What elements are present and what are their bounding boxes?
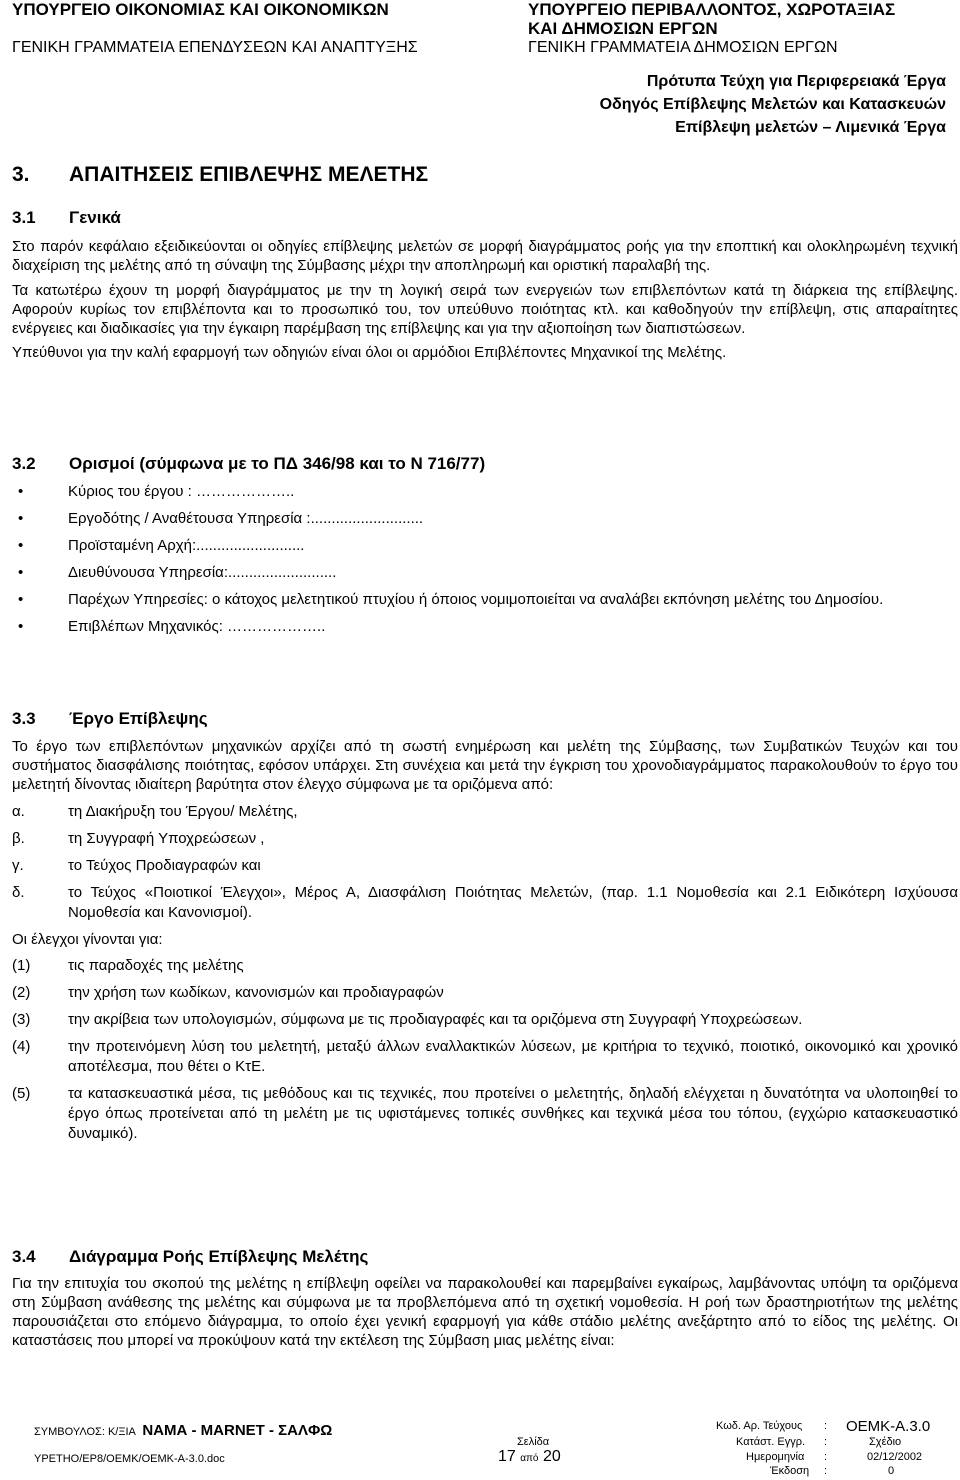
list-item [12, 1010, 958, 1030]
subsection-title: Ορισμοί (σύμφωνα με το ΠΔ 346/98 και το Ν 716/77) [69, 454, 486, 473]
footer-colon: : [824, 1451, 828, 1463]
section-title: ΑΠΑΙΤΗΣΕΙΣ ΕΠΙΒΛΕΨΗΣ ΜΕΛΕΤΗΣ [69, 163, 429, 186]
list-text: τις παραδοχές της μελέτης [68, 957, 244, 974]
footer-colon: : [824, 1420, 828, 1432]
section-3-3 [12, 709, 958, 1151]
list-label: β. [12, 830, 25, 847]
list-text: την ακρίβεια των υπολογισμών, σύμφωνα με τις προδιαγραφές και τα οριζόμενα στη Συγγραφή Υποχρεώσεων. [68, 1011, 803, 1028]
subsection-title: Διάγραμμα Ροής Επίβλεψης Μελέτης [69, 1247, 369, 1266]
paragraph: Για την επιτυχία του σκοπού της μελέτης η επίβλεψη οφείλει να παρακολουθεί και παρεμβαίνει εγκαίρως, λαμβάνοντας υπόψη τα οριζόμενα στη Σύμβαση ανάθεσης της μελέτης και σύμφωνα με τα προβλεπόμενα από τη σχετική νομοθεσία. Η ροή των δραστηριοτήτων της μελέτης παρουσιάζεται στο επόμενο διάγραμμα, το οποίο έχει γενική εφαρμογή για κάθε στάδιο μελέτης ανεξάρτητο από το είδος της μελέτης. Οι καταστάσεις που μπορεί να προκύψουν κατά την εκτέλεση της Σύμβαση μιας μελέτης είναι: [12, 1275, 958, 1349]
footer-advisor-name: ΝΑΜΑ - ΜΑRΝΕΤ - ΣΑΛΦΩ [142, 1422, 333, 1439]
header-doc-line-2: Οδηγός Επίβλεψης Μελετών και Κατασκευών [599, 96, 946, 113]
paragraph: Το έργο των επιβλεπόντων μηχανικών αρχίζει από τη σωστή ενημέρωση και μελέτη της Σύμβασης, των Συμβατικών Τευχών και του συστήματος διασφάλισης ποιότητας, εφόσον υπάρχει. Στη συνέχεια και μετά την έγκριση του χρονοδιαγράμματος παρακολουθούν το έργο του μελετητή δίνοντας ιδιαίτερη βαρύτητα στον έλεγχο σύμφωνα με τα οριζόμενα από: [12, 738, 958, 793]
list-item [12, 829, 958, 849]
footer-status-label: Κατάστ. Εγγρ. [736, 1436, 806, 1448]
footer-code-value: ΟΕΜΚ-Α.3.0 [846, 1418, 931, 1435]
list-label: δ. [12, 884, 25, 901]
list-label: (2) [12, 984, 31, 1001]
header-secretariat-right: ΓΕΝΙΚΗ ΓΡΑΜΜΑΤΕΙΑ ΔΗΜΟΣΙΩΝ ΕΡΓΩΝ [528, 39, 838, 56]
subsection-number: 3.2 [12, 454, 36, 473]
list-item: • Παρέχων Υπηρεσίες: ο κάτοχος μελετητικού πτυχίου ή όποιος νομιμοποιείται να αναλάβει εκπόνηση μελέτης του Δημοσίου. [12, 590, 958, 610]
header-ministry-right-1: ΥΠΟΥΡΓΕΙΟ ΠΕΡΙΒΑΛΛΟΝΤΟΣ, ΧΩΡΟΤΑΞΙΑΣ [528, 0, 896, 19]
footer-colon: : [824, 1436, 828, 1448]
list-item [12, 1037, 958, 1077]
footer-file-path: ΥΡΕΤΗΟ/ΕΡ8/ΟΕΜΚ/ΟΕΜΚ-Α-3.0.doc [34, 1453, 225, 1465]
section-3-2 [12, 454, 958, 644]
list-item: • Επιβλέπων Μηχανικός: ……………….. [12, 617, 958, 637]
subsection-number: 3.4 [12, 1247, 36, 1266]
section-3-1 [12, 208, 958, 362]
footer-page-number [498, 1448, 561, 1466]
list-label: γ. [12, 857, 24, 874]
list-text: το Τεύχος «Ποιοτικοί Έλεγχοι», Μέρος Α, Διασφάλιση Ποιότητας Μελετών, (παρ. 1.1 Νομοθεσία και 2.1 Ειδικότερη Ισχύουσα Νομοθεσία και Κανονισμοί). [68, 884, 958, 921]
list-item [12, 802, 958, 822]
header-doc-line-1: Πρότυπα Τεύχη για Περιφερειακά Έργα [646, 73, 946, 90]
list-text: την προτεινόμενη λύση του μελετητή, μεταξύ άλλων εναλλακτικών λύσεων, με κριτήρια το τεχνικό, ποιοτικό, οικονομικό και χρονικό αποτέλεσμα, που θέτει ο ΚτΕ. [68, 1038, 958, 1075]
list-item [12, 883, 958, 923]
list-label: (4) [12, 1038, 31, 1055]
footer-date-label: Ημερομηνία [746, 1451, 805, 1463]
header-ministry-left: ΥΠΟΥΡΓΕΙΟ ΟΙΚΟΝΟΜΙΑΣ ΚΑΙ ΟΙΚΟΝΟΜΙΚΩΝ [12, 0, 389, 19]
section-number: 3. [12, 163, 30, 186]
footer-code-label: Κωδ. Αρ. Τεύχους [716, 1420, 803, 1432]
header-ministry-right-2: ΚΑΙ ΔΗΜΟΣΙΩΝ ΕΡΓΩΝ [528, 19, 718, 38]
footer-edition-label: Έκδοση [770, 1465, 810, 1477]
page-current: 17 [498, 1448, 516, 1465]
list-item [12, 983, 958, 1003]
footer-advisor-label: ΣΥΜΒΟΥΛΟΣ: Κ/ΞΙΑ [34, 1426, 136, 1438]
section-3-4 [12, 1247, 958, 1350]
checks-list [12, 956, 958, 1144]
paragraph: Στο παρόν κεφάλαιο εξειδικεύονται οι οδηγίες επίβλεψης μελετών σε μορφή διαγράμματος ροής για την εποπτική και ολοκληρωμένη τεχνική διαχείριση της μελέτης από τη σύναψη της Σύμβασης μέχρι την αποπληρωμή και οριστική παραλαβή της. [12, 238, 958, 274]
footer-date-value: 02/12/2002 [867, 1451, 923, 1463]
list-label: α. [12, 803, 25, 820]
subsection-number: 3.1 [12, 208, 36, 227]
list-text: την χρήση των κωδίκων, κανονισμών και προδιαγραφών [68, 984, 444, 1001]
paragraph: Υπεύθυνοι για την καλή εφαρμογή των οδηγιών είναι όλοι οι αρμόδιοι Επιβλέποντες Μηχανικοί της Μελέτης. [12, 344, 727, 361]
page-of: από [520, 1453, 539, 1464]
section-3-heading [12, 165, 958, 184]
list-item [12, 1084, 958, 1144]
subsection-title: Έργο Επίβλεψης [69, 709, 208, 728]
footer-status-value: Σχέδιο [869, 1436, 902, 1448]
list-item: • Κύριος του έργου : ……………….. [12, 482, 958, 502]
list-text: το Τεύχος Προδιαγραφών και [68, 857, 261, 874]
list-label: (1) [12, 957, 31, 974]
definitions-list [12, 482, 958, 637]
list-label: (3) [12, 1011, 31, 1028]
footer-colon: : [824, 1465, 828, 1477]
list-item: • Διευθύνουσα Υπηρεσία:.......................... [12, 563, 958, 583]
header-secretariat-left: ΓΕΝΙΚΗ ΓΡΑΜΜΑΤΕΙΑ ΕΠΕΝΔΥΣΕΩΝ ΚΑΙ ΑΝΑΠΤΥΞΗΣ [12, 39, 418, 56]
footer-page-label: Σελίδα [517, 1436, 550, 1448]
list-item: • Εργοδότης / Αναθέτουσα Υπηρεσία :........................... [12, 509, 958, 529]
list-text: τα κατασκευαστικά μέσα, τις μεθόδους και τις τεχνικές, που προτείνει ο μελετητής, δηλαδή ελέγχεται η δυνατότητα να υλοποιηθεί το έργο όπως προτείνεται από τη μελέτη με τις υφιστάμενες τοπικές συνθήκες και τεχνικά μέσα του τόπου, (εγχώριο κατασκευαστικό δυναμικό). [68, 1085, 958, 1142]
subsection-number: 3.3 [12, 709, 36, 728]
header-doc-line-3: Επίβλεψη μελετών – Λιμενικά Έργα [675, 119, 946, 136]
list-text: τη Συγγραφή Υποχρεώσεων , [68, 830, 265, 847]
list-item: • Προϊσταμένη Αρχή:.......................... [12, 536, 958, 556]
list-text: τη Διακήρυξη του Έργου/ Μελέτης, [68, 803, 298, 820]
list-label: (5) [12, 1085, 31, 1102]
page-total: 20 [542, 1448, 561, 1465]
paragraph: Οι έλεγχοι γίνονται για: [12, 931, 163, 948]
footer-edition-value: 0 [888, 1465, 895, 1477]
subsection-title: Γενικά [69, 208, 121, 227]
list-item [12, 856, 958, 876]
footer-advisor [34, 1422, 332, 1439]
paragraph: Τα κατωτέρω έχουν τη μορφή διαγράμματος με την τη λογική σειρά των ενεργειών των επιβλεπόντων κατά τη διάρκεια της επίβλεψης. Αφορούν κυρίως τον επιβλέποντα και το προσωπικό του, τον υπεύθυνο ποιότητας κτλ. και καθοδηγούν την επίβλεψη, στις απαραίτητες ενέργειες και διαδικασίες για την έγκαιρη παρέμβαση της επίβλεψης και για την αξιοποίηση των διαπιστώσεων. [12, 282, 958, 337]
list-item [12, 956, 958, 976]
letter-list [12, 802, 958, 923]
